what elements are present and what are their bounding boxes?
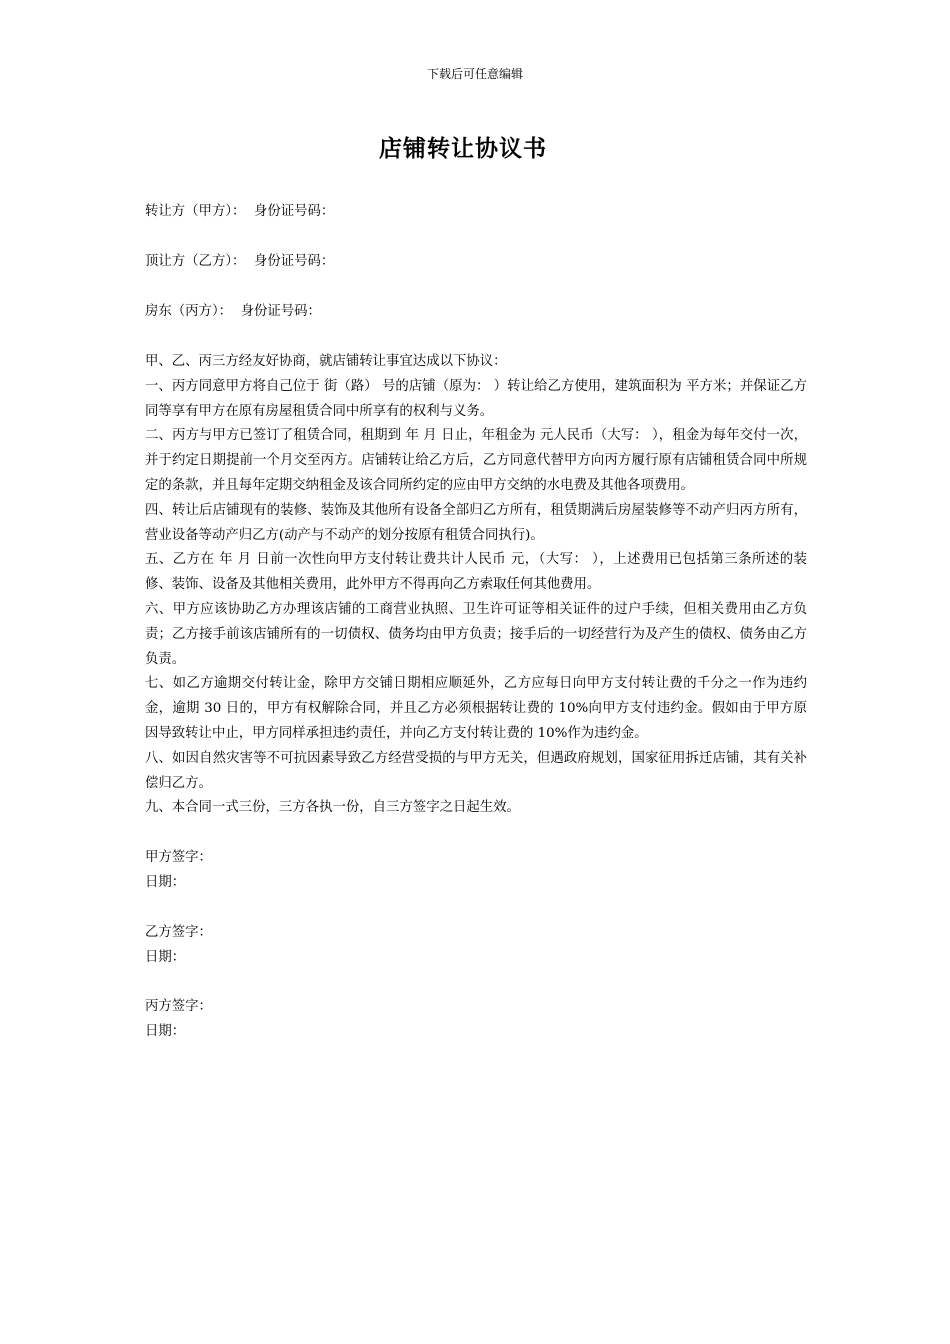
clause-6: 六、甲方应该协助乙方办理该店铺的工商营业执照、卫生许可证等相关证件的过户手续，但相关费用由乙方负责；乙方接手前该店铺所有的一切债权、债务均由甲方负责；接手后的一切经营行为及产生的债权、债务由乙方负责。 (145, 601, 807, 667)
party-label: 顶让方（乙方）： (145, 254, 246, 269)
party-id-label: 身份证号码： (253, 254, 335, 269)
date-label: 日期： (145, 949, 186, 965)
party-transferee (145, 250, 807, 274)
party-landlord (145, 300, 807, 324)
signature-label: 丙方签字： (145, 999, 212, 1015)
clause-4: 四、转让后店铺现有的装修、装饰及其他所有设备全部归乙方所有，租赁期满后房屋装修等不动产归丙方所有，营业设备等动产归乙方(动产与不动产的划分按原有租赁合同执行)。 (145, 502, 807, 543)
signature-party-a (145, 846, 807, 896)
signature-party-b (145, 921, 807, 971)
clause-1: 一、丙方同意甲方将自己位于 街（路） 号的店铺（原为： ）转让给乙方使用，建筑面积为 平方米；并保证乙方同等享有甲方在原有房屋租赁合同中所享有的权利与义务。 (145, 378, 807, 419)
clause-5: 五、乙方在 年 月 日前一次性向甲方支付转让费共计人民币 元，（大写： ），上述费用已包括第三条所述的装修、装饰、设备及其他相关费用，此外甲方不得再向乙方索取任何其他费用。 (145, 552, 807, 593)
clause-9: 九、本合同一式三份，三方各执一份，自三方签字之日起生效。 (145, 800, 520, 816)
clause-8: 八、如因自然灾害等不可抗因素导致乙方经营受损的与甲方无关，但遇政府规划，国家征用拆迁店铺，其有关补偿归乙方。 (145, 750, 807, 791)
signature-party-c (145, 995, 807, 1045)
document-title: 店铺转让协议书 (379, 135, 547, 162)
header-note: 下载后可任意编辑 (426, 67, 523, 81)
document-body (145, 200, 807, 1045)
date-label: 日期： (145, 874, 186, 890)
signature-label: 甲方签字： (145, 850, 212, 866)
date-label: 日期： (145, 1024, 186, 1040)
agreement-intro: 甲、乙、丙三方经友好协商，就店铺转让事宜达成以下协议： (145, 354, 507, 369)
party-id-label: 身份证号码： (253, 204, 335, 219)
party-label: 转让方（甲方）： (145, 204, 246, 219)
party-transferor (145, 200, 807, 224)
party-id-label: 身份证号码： (240, 304, 321, 319)
clause-7: 七、如乙方逾期交付转让金，除甲方交铺日期相应顺延外，乙方应每日向甲方支付转让费的千分之一作为违约金，逾期 30 日的，甲方有权解除合同，并且乙方必须根据转让费的 10%向甲方支付违约金。假如由于甲方原因导致转让中止，甲方同样承担违约责任，并向乙方支付转让费的 10%作为违约金。 (145, 676, 807, 741)
signature-label: 乙方签字： (145, 924, 212, 940)
party-label: 房东（丙方）： (145, 304, 233, 319)
clause-2: 二、丙方与甲方已签订了租赁合同，租期到 年 月 日止，年租金为 元人民币（大写： ），租金为每年交付一次，并于约定日期提前一个月交至丙方。店铺转让给乙方后，乙方同意代替甲方向丙方履行原有店铺租赁合同中所规定的条款，并且每年定期交纳租金及该合同所约定的应由甲方交纳的水电费及其他各项费用。 (145, 428, 807, 493)
